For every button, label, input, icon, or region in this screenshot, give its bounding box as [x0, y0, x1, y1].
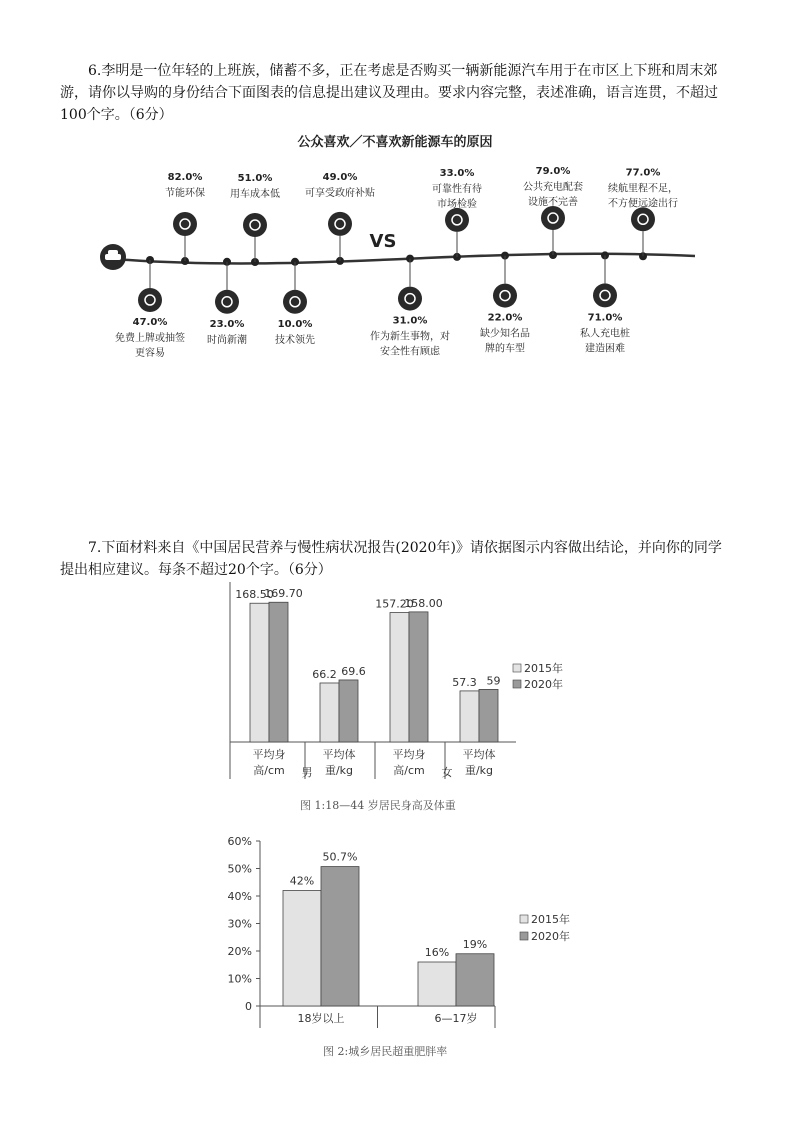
item-percent: 10.0% — [277, 318, 313, 330]
infographic-item — [207, 258, 247, 346]
item-label-line2: 牌的车型 — [485, 343, 525, 355]
fig1-category-label: 平均体 — [322, 748, 356, 761]
fig2-y-tick-label: 60% — [227, 835, 252, 848]
fig1-data-label: 157.20 — [375, 597, 414, 611]
fig2-data-label: 16% — [424, 946, 450, 959]
item-label: 可享受政府补贴 — [305, 187, 375, 199]
item-label: 续航里程不足， — [608, 183, 678, 195]
item-percent: 33.0% — [439, 167, 475, 179]
fig1-bar — [339, 680, 358, 742]
fig1-bar — [479, 689, 498, 742]
fig1-data-label: 158.00 — [404, 596, 443, 610]
fig1-category-label: 平均身 — [252, 748, 286, 761]
item-percent: 71.0% — [587, 312, 623, 324]
new-energy-car-infographic — [95, 130, 705, 385]
fig1-legend-label: 2015年 — [524, 662, 563, 675]
free-plate-icon — [138, 288, 162, 312]
infographic-item — [608, 167, 678, 260]
question-7-text: 7.下面材料来自《中国居民营养与慢性病状况报告(2020年)》请依据图示内容做出结论，并向你的同学提出相应建议。每条不超过20个字。（6分） — [60, 540, 722, 578]
item-percent: 77.0% — [625, 167, 661, 179]
item-label: 免费上牌或抽签 — [115, 333, 185, 344]
item-label: 缺少知名品 — [480, 328, 530, 340]
fig2-y-tick-label: 50% — [227, 862, 252, 876]
fig2-legend-swatch — [520, 932, 528, 940]
item-label: 技术领先 — [275, 334, 315, 346]
new-badge-icon — [215, 290, 239, 314]
item-percent: 31.0% — [392, 315, 428, 327]
infographic-item — [580, 251, 630, 354]
figure-1-height-weight-chart — [220, 582, 570, 782]
fig1-legend-swatch — [513, 680, 521, 688]
fig1-group-label: 女 — [441, 766, 453, 779]
fig2-y-tick-label: 20% — [227, 945, 252, 958]
fig1-category-label: 平均体 — [462, 748, 496, 761]
fig2-bar — [283, 891, 321, 1007]
infographic-item — [275, 258, 315, 346]
fig2-category-label: 18岁以上 — [297, 1012, 345, 1025]
fig1-category-label: 平均身 — [392, 748, 426, 761]
fig2-data-label: 42% — [289, 874, 315, 888]
item-percent: 49.0% — [322, 171, 358, 183]
item-label-line2: 市场检验 — [437, 198, 477, 210]
item-label-line2: 更容易 — [135, 348, 165, 359]
fig2-y-tick-label: 0 — [245, 1000, 252, 1013]
tech-icon — [283, 290, 307, 314]
fig1-legend-label: 2020年 — [524, 678, 563, 691]
item-percent: 79.0% — [535, 166, 571, 178]
item-percent: 82.0% — [167, 172, 203, 184]
item-label-line2: 安全性有顾虑 — [380, 346, 440, 358]
fig2-legend-label: 2020年 — [531, 930, 570, 943]
fig1-data-label: 57.3 — [452, 675, 477, 689]
fig1-category-label: 高/cm — [253, 764, 285, 777]
figure-1-caption: 图 1:18—44 岁居民身高及体重 — [300, 799, 456, 812]
infographic-title: 公众喜欢／不喜欢新能源车的原因 — [297, 135, 493, 150]
fig2-data-label: 50.7% — [322, 850, 358, 864]
fig2-y-tick-label: 40% — [227, 890, 252, 903]
figure-2-caption: 图 2:城乡居民超重肥胖率 — [323, 1045, 448, 1058]
fig2-y-tick-label: 30% — [227, 917, 252, 931]
fig1-bar — [269, 602, 288, 742]
fig1-data-label: 66.2 — [312, 667, 337, 681]
steering-wheel-icon — [493, 284, 517, 308]
item-label-line2: 设施不完善 — [528, 197, 578, 209]
fig2-bar — [456, 954, 494, 1006]
fig1-data-label: 69.6 — [341, 664, 366, 678]
vs-label: VS — [369, 231, 397, 252]
question-7 — [60, 537, 735, 581]
infographic-item — [115, 256, 185, 359]
fig2-category-label: 6—17岁 — [434, 1012, 478, 1025]
fuel-cost-icon — [243, 213, 267, 237]
item-label: 用车成本低 — [230, 188, 280, 200]
infographic-item — [480, 252, 530, 355]
fig1-category-label: 重/kg — [464, 764, 494, 777]
fig1-category-label: 高/cm — [393, 764, 425, 777]
charging-pile-icon — [593, 283, 617, 307]
fig1-bar — [409, 612, 428, 742]
reliability-icon — [445, 208, 469, 232]
item-label: 公共充电配套 — [523, 182, 583, 194]
figure-2-obesity-rate-chart — [210, 830, 590, 1035]
item-label: 可靠性有待 — [432, 183, 482, 195]
infographic-item — [432, 168, 482, 261]
fig1-data-label: 59 — [486, 674, 501, 688]
fig1-bar — [320, 683, 339, 742]
infographic-item — [165, 172, 205, 265]
fig1-group-label: 男 — [301, 766, 313, 779]
fig1-category-label: 重/kg — [324, 764, 354, 777]
fig2-legend-label: 2015年 — [531, 913, 570, 926]
fig2-legend-swatch — [520, 915, 528, 923]
eco-icon — [173, 212, 197, 236]
fig1-bar — [390, 613, 409, 742]
item-percent: 23.0% — [209, 318, 245, 330]
battery-icon — [631, 207, 655, 231]
yuan-icon — [328, 212, 352, 236]
fig1-bar — [460, 691, 479, 742]
fig1-legend-swatch — [513, 664, 521, 672]
question-6 — [60, 60, 735, 126]
item-label: 时尚新潮 — [207, 334, 247, 346]
item-label-line2: 不方便远途出行 — [608, 198, 678, 210]
item-label: 私人充电桩 — [580, 328, 630, 340]
fig1-bar — [250, 603, 269, 742]
fig1-data-label: 169.70 — [264, 587, 303, 601]
infographic-item — [523, 166, 583, 259]
fig2-bar — [321, 867, 359, 1006]
item-percent: 47.0% — [132, 317, 168, 328]
item-label: 节能环保 — [165, 188, 205, 200]
safety-icon — [398, 287, 422, 311]
infographic-item — [370, 255, 450, 358]
car-icon — [100, 244, 126, 270]
question-6-text: 6.李明是一位年轻的上班族，储蓄不多，正在考虑是否购买一辆新能源汽车用于在市区上下班和周末郊游，请你以导购的身份结合下面图表的信息提出建议及理由。要求内容完整，表述准确，语言连贯，不超过100个字。（6分） — [60, 63, 718, 123]
item-label-line2: 建造困难 — [585, 343, 625, 355]
item-percent: 51.0% — [237, 172, 273, 184]
item-percent: 22.0% — [487, 312, 523, 324]
charging-plug-icon — [541, 206, 565, 230]
infographic-item — [230, 173, 280, 266]
fig1-data-label: 168.50 — [235, 588, 274, 602]
infographic-item — [305, 172, 375, 265]
fig2-y-tick-label: 10% — [227, 972, 252, 986]
item-label: 作为新生事物，对 — [370, 331, 450, 343]
fig2-data-label: 19% — [462, 937, 488, 951]
fig2-bar — [418, 962, 456, 1006]
